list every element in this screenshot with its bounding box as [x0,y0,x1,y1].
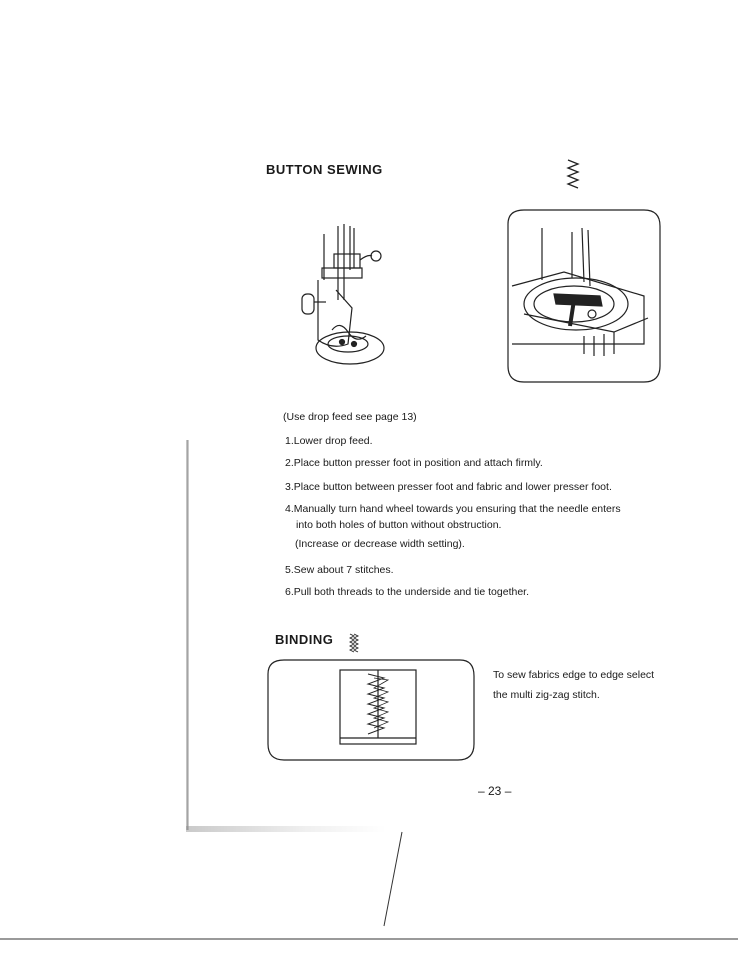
binding-description-line-2: the multi zig-zag stitch. [493,689,600,701]
step-5: 5.Sew about 7 stitches. [285,564,394,576]
binding-description-line-1: To sew fabrics edge to edge select [493,669,655,681]
zigzag-stitch-icon [566,158,580,190]
drop-feed-note: (Use drop feed see page 13) [283,411,417,423]
button-sewing-heading: BUTTON SEWING [266,162,383,177]
scan-stroke [380,830,410,930]
scan-edge-bottom [186,826,386,832]
step-4: 4.Manually turn hand wheel towards you ensuring that the needle enters [285,503,621,515]
step-1: 1.Lower drop feed. [285,435,373,447]
step-6: 6.Pull both threads to the underside and tie together. [285,586,530,598]
step-4-note: (Increase or decrease width setting). [295,538,465,550]
page-bottom-line [0,938,738,940]
scan-edge-left [186,440,189,830]
button-presser-foot-illustration [292,220,402,370]
page-number: – 23 – [478,784,512,798]
step-2: 2.Place button presser foot in position and attach firmly. [285,457,543,469]
binding-illustration [264,654,478,764]
step-4-continued: into both holes of button without obstruction. [296,519,502,531]
multi-zigzag-stitch-icon [346,632,362,654]
binding-heading: BINDING [275,632,334,647]
step-3: 3.Place button between presser foot and fabric and lower presser foot. [285,481,612,493]
button-closeup-illustration [504,206,662,384]
